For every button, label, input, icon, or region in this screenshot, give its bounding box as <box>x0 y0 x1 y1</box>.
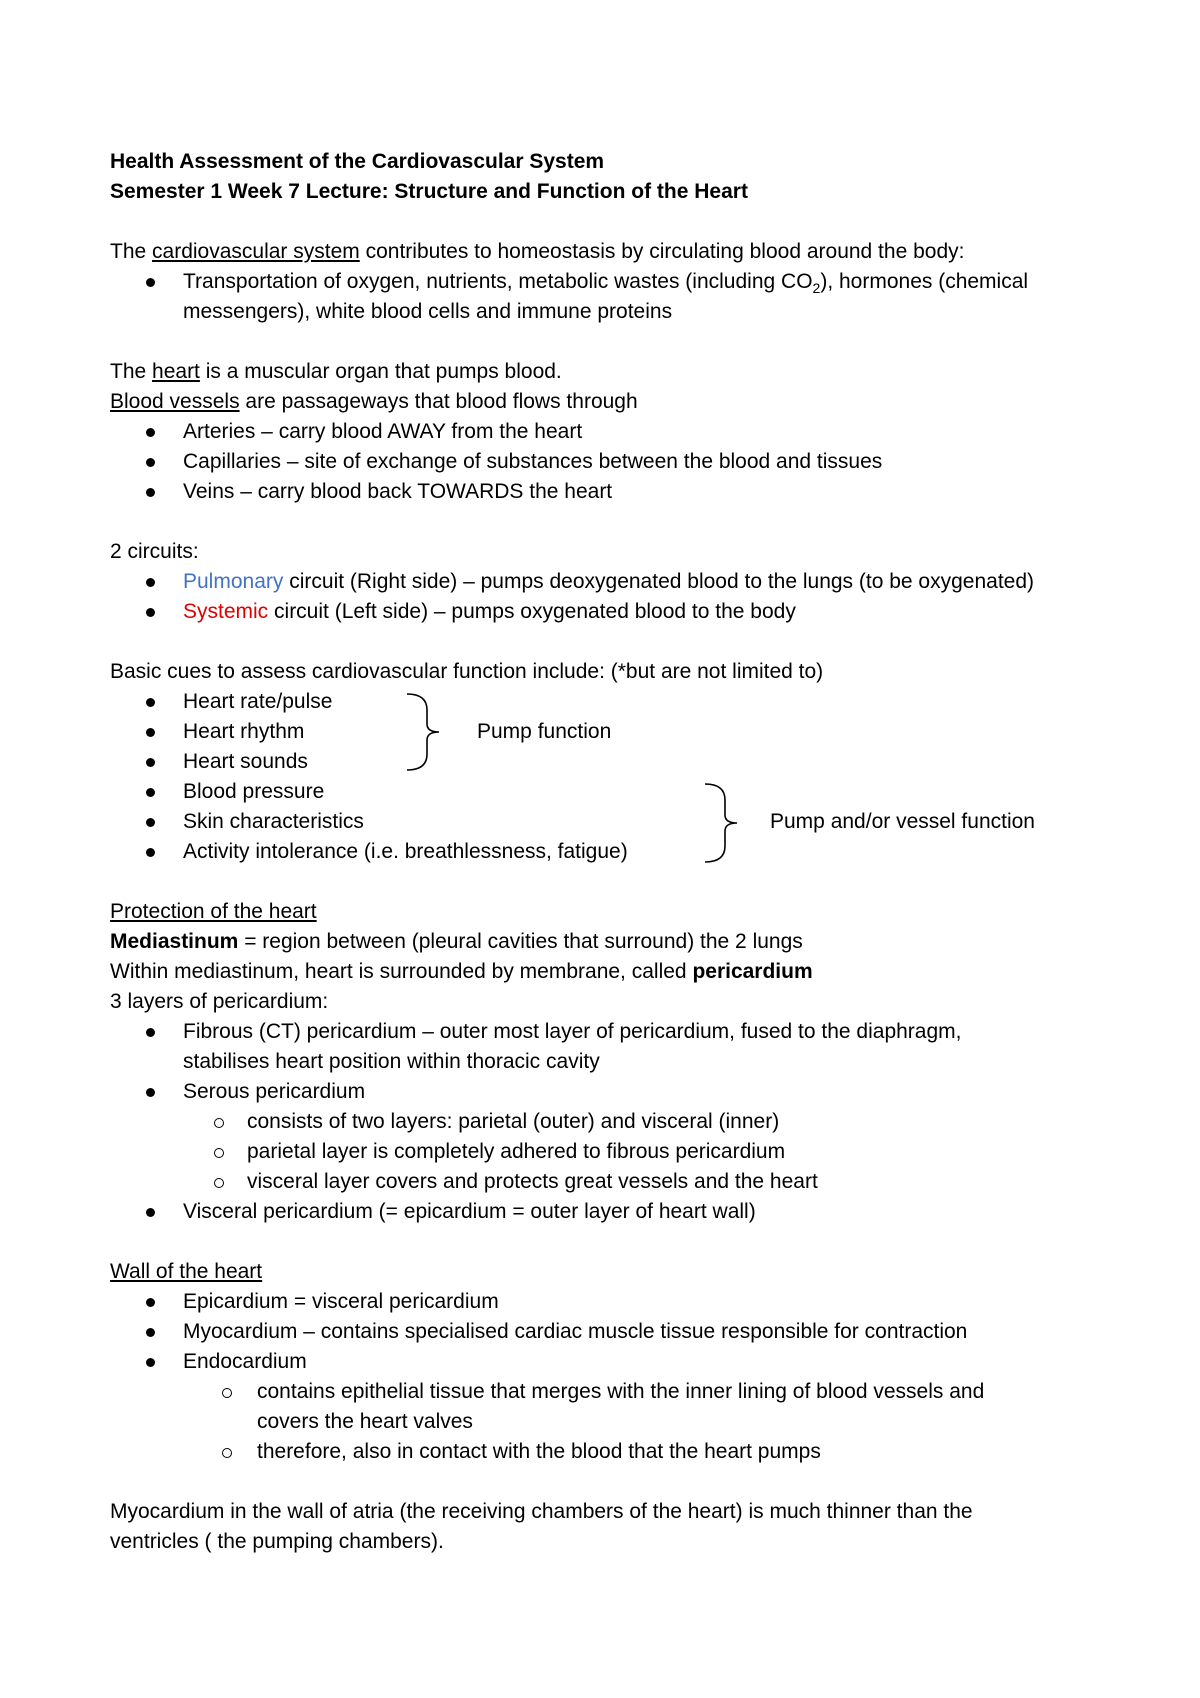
list-item-transportation: Transportation of oxygen, nutrients, metabolic wastes (including $CO_2$), hormones (chemical <box>183 270 1029 297</box>
bullet-icon <box>146 278 155 287</box>
bullet-icon <box>146 1298 155 1307</box>
list-item-fibrous-cont: stabilises heart position within thoracic cavity <box>183 1050 600 1073</box>
wall-heading: Wall of the heart <box>110 1260 263 1283</box>
sub-item-endocardium: contains epithelial tissue that merges with the inner lining of blood vessels and <box>257 1380 985 1403</box>
sub-item-endocardium: therefore, also in contact with the blood that the heart pumps <box>257 1440 821 1463</box>
pericardium-definition: Within mediastinum, heart is surrounded by membrane, called pericardium <box>110 960 813 983</box>
circle-bullet-icon <box>214 1178 224 1188</box>
term-heart: heart <box>152 360 200 383</box>
list-item-visceral: Visceral pericardium (= epicardium = outer layer of heart wall) <box>183 1200 756 1223</box>
right-brace-icon <box>703 782 743 864</box>
document-title: Health Assessment of the Cardiovascular System <box>110 150 605 173</box>
list-item-pulmonary: Pulmonary circuit (Right side) – pumps deoxygenated blood to the lungs (to be oxygenated) <box>183 570 1035 593</box>
right-brace-icon <box>405 692 445 772</box>
bullet-icon <box>146 848 155 857</box>
closing-paragraph: Myocardium in the wall of atria (the receiving chambers of the heart) is much thinner than the <box>110 1500 973 1523</box>
list-item-cue: Skin characteristics <box>183 810 364 833</box>
circle-bullet-icon <box>214 1148 224 1158</box>
list-item-cue: Activity intolerance (i.e. breathlessness, fatigue) <box>183 840 628 863</box>
heart-definition: The heart is a muscular organ that pumps blood. <box>110 360 562 383</box>
circle-bullet-icon <box>222 1388 232 1398</box>
vessels-definition: Blood vessels are passageways that blood flows through <box>110 390 638 413</box>
bullet-icon <box>146 1358 155 1367</box>
sub-item-endocardium-cont: covers the heart valves <box>257 1410 473 1433</box>
bullet-icon <box>146 728 155 737</box>
sub-item-serous: visceral layer covers and protects great vessels and the heart <box>247 1170 818 1193</box>
list-item-arteries: Arteries – carry blood AWAY from the heart <box>183 420 583 443</box>
bullet-icon <box>146 458 155 467</box>
list-item-epicardium: Epicardium = visceral pericardium <box>183 1290 499 1313</box>
bullet-icon <box>146 758 155 767</box>
bullet-icon <box>146 578 155 587</box>
mediastinum-definition: Mediastinum = region between (pleural cavities that surround) the 2 lungs <box>110 930 803 953</box>
term-blood-vessels: Blood vessels <box>110 390 240 413</box>
list-item-systemic: Systemic circuit (Left side) – pumps oxygenated blood to the body <box>183 600 796 623</box>
term-pulmonary: Pulmonary <box>183 570 284 593</box>
list-item-myocardium: Myocardium – contains specialised cardiac muscle tissue responsible for contraction <box>183 1320 968 1343</box>
bullet-icon <box>146 788 155 797</box>
bullet-icon <box>146 608 155 617</box>
circle-bullet-icon <box>222 1448 232 1458</box>
bullet-icon <box>146 1208 155 1217</box>
document-subtitle: Semester 1 Week 7 Lecture: Structure and Function of the Heart <box>110 180 748 203</box>
pump-vessel-function-label: Pump and/or vessel function <box>770 810 1035 833</box>
list-item-serous: Serous pericardium <box>183 1080 366 1103</box>
list-item-cue: Heart sounds <box>183 750 308 773</box>
circuits-heading: 2 circuits: <box>110 540 199 563</box>
protection-heading: Protection of the heart <box>110 900 317 923</box>
list-item-endocardium: Endocardium <box>183 1350 307 1373</box>
bullet-icon <box>146 1028 155 1037</box>
list-item-cue: Heart rhythm <box>183 720 305 743</box>
pump-function-label: Pump function <box>477 720 612 743</box>
term-systemic: Systemic <box>183 600 269 623</box>
term-cardiovascular-system: cardiovascular system <box>152 240 360 263</box>
list-item-capillaries: Capillaries – site of exchange of substances between the blood and tissues <box>183 450 883 473</box>
bullet-icon <box>146 488 155 497</box>
bullet-icon <box>146 1328 155 1337</box>
term-pericardium: pericardium <box>692 960 813 983</box>
bullet-icon <box>146 698 155 707</box>
circle-bullet-icon <box>214 1118 224 1128</box>
list-item-transportation-cont: messengers), white blood cells and immune proteins <box>183 300 673 323</box>
list-item-cue: Heart rate/pulse <box>183 690 333 713</box>
sub-item-serous: consists of two layers: parietal (outer) and visceral (inner) <box>247 1110 780 1133</box>
cues-heading: Basic cues to assess cardiovascular function include: (*but are not limited to) <box>110 660 824 683</box>
layers-heading: 3 layers of pericardium: <box>110 990 329 1013</box>
list-item-fibrous: Fibrous (CT) pericardium – outer most layer of pericardium, fused to the diaphragm, <box>183 1020 962 1043</box>
list-item-cue: Blood pressure <box>183 780 325 803</box>
bullet-icon <box>146 428 155 437</box>
bullet-icon <box>146 818 155 827</box>
term-mediastinum: Mediastinum <box>110 930 239 953</box>
closing-paragraph-cont: ventricles ( the pumping chambers). <box>110 1530 444 1553</box>
intro-paragraph: The cardiovascular system contributes to homeostasis by circulating blood around the body: <box>110 240 965 263</box>
list-item-veins: Veins – carry blood back TOWARDS the heart <box>183 480 613 503</box>
bullet-icon <box>146 1088 155 1097</box>
sub-item-serous: parietal layer is completely adhered to fibrous pericardium <box>247 1140 786 1163</box>
